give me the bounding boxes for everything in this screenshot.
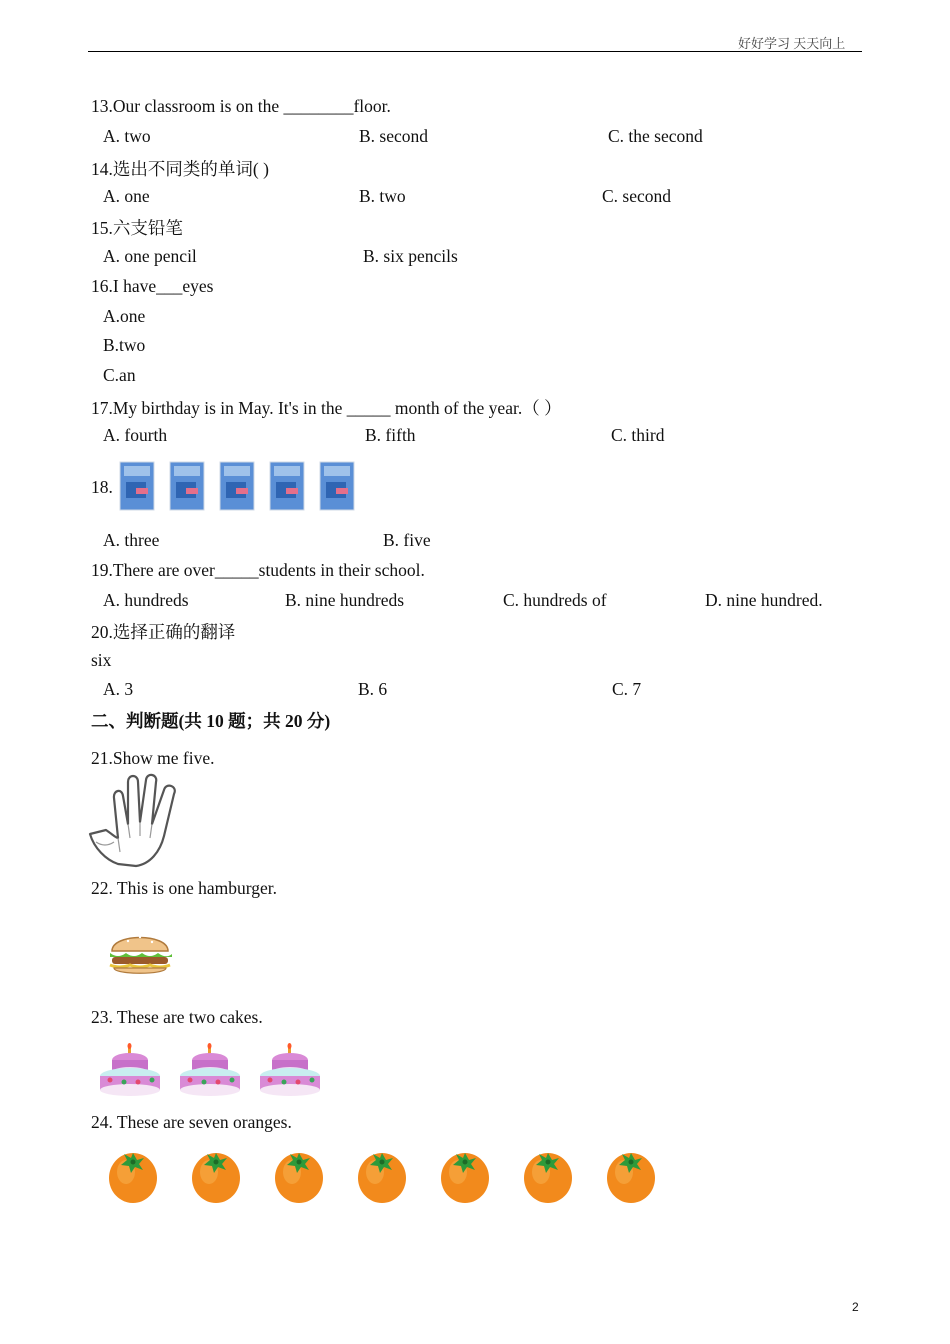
q16-option-c: C.an	[103, 365, 136, 385]
q17-option-c: C. third	[611, 425, 665, 445]
book-icon	[170, 462, 204, 510]
q14-option-b: B. two	[359, 186, 406, 206]
q20-option-b: B. 6	[358, 679, 388, 699]
q16-option-a: A.one	[103, 306, 146, 326]
q19-option-a: A. hundreds	[103, 590, 189, 610]
section-2-title: 二、判断题(共 10 题；共 20 分)	[91, 711, 331, 731]
q23-stem: 23. These are two cakes.	[91, 1007, 263, 1027]
orange-icon	[192, 1153, 240, 1203]
q17-option-a: A. fourth	[103, 425, 168, 445]
q19-stem: 19.There are over_____students in their school.	[91, 560, 425, 580]
q13-option-c: C. the second	[608, 126, 703, 146]
q15-option-a: A. one pencil	[103, 246, 197, 266]
cake-icon	[180, 1043, 240, 1096]
header-text: 好好学习 天天向上	[738, 36, 846, 51]
q24-stem: 24. These are seven oranges.	[91, 1112, 292, 1132]
cakes-illustration	[98, 1044, 328, 1098]
q13-option-a: A. two	[103, 126, 151, 146]
q16-stem: 16.I have___eyes	[91, 276, 214, 296]
book-icon	[320, 462, 354, 510]
cake-icon	[100, 1043, 160, 1096]
orange-icon	[275, 1153, 323, 1203]
q20-word: six	[91, 650, 112, 670]
q21-stem: 21.Show me five.	[91, 748, 215, 768]
hamburger-icon	[106, 925, 174, 979]
q19-option-c: C. hundreds of	[503, 590, 607, 610]
books-illustration	[120, 460, 360, 514]
q13-option-b: B. second	[359, 126, 429, 146]
q17-option-b: B. fifth	[365, 425, 416, 445]
q18-option-b: B. five	[383, 530, 431, 550]
book-icon	[120, 462, 154, 510]
q19-option-b: B. nine hundreds	[285, 590, 405, 610]
hand-five-icon	[88, 772, 184, 872]
book-icon	[270, 462, 304, 510]
orange-icon	[524, 1153, 572, 1203]
orange-icon	[358, 1153, 406, 1203]
q14-option-a: A. one	[103, 186, 150, 206]
q13-stem: 13.Our classroom is on the ________floor.	[91, 96, 391, 116]
q20-option-a: A. 3	[103, 679, 134, 699]
header-rule	[88, 51, 862, 52]
q19-option-d: D. nine hundred.	[705, 590, 823, 610]
oranges-illustration	[106, 1148, 658, 1206]
q20-stem: 20.选择正确的翻译	[91, 622, 236, 642]
orange-icon	[109, 1153, 157, 1203]
page-number: 2	[852, 1300, 859, 1314]
book-icon	[220, 462, 254, 510]
q22-stem: 22. This is one hamburger.	[91, 878, 278, 898]
q18-option-a: A. three	[103, 530, 160, 550]
q15-stem: 15.六支铅笔	[91, 218, 183, 238]
q17-stem: 17.My birthday is in May. It's in the _____ month of the year.（ ）	[91, 398, 562, 418]
q14-stem: 14.选出不同类的单词( )	[91, 159, 269, 179]
orange-icon	[441, 1153, 489, 1203]
orange-icon	[607, 1153, 655, 1203]
cake-icon	[260, 1043, 320, 1096]
q14-option-c: C. second	[602, 186, 672, 206]
q16-option-b: B.two	[103, 335, 146, 355]
q15-option-b: B. six pencils	[363, 246, 458, 266]
q20-option-c: C. 7	[612, 679, 642, 699]
q18-stem: 18.	[91, 477, 113, 497]
